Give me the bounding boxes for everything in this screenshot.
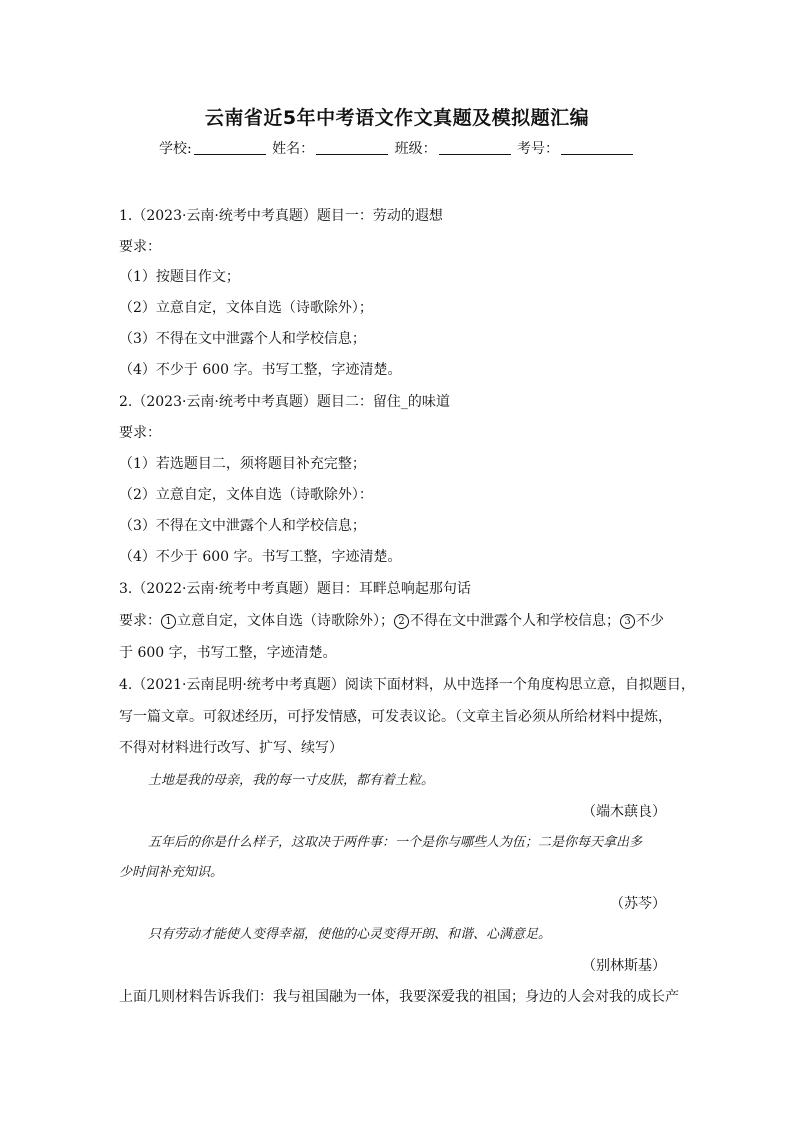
q4-summary-line: 上面几则材料告诉我们：我与祖国融为一体，我要深爱我的祖国；身边的人会对我的成长产: [119, 989, 679, 1005]
q4-line-3: 不得对材料进行改写、扩写、续写）: [119, 740, 343, 756]
number-blank[interactable]: [561, 140, 633, 155]
material-source-1: （端木蕻良）: [582, 804, 666, 820]
q4-line-1: 4.（2021·云南昆明·统考中考真题）阅读下面材料，从中选择一个角度构思立意，自拟题目，: [119, 677, 695, 693]
school-label: 学校:: [158, 141, 192, 157]
q1-item-1: （1）按题目作文；: [119, 269, 240, 285]
circled-number-3: 3: [620, 614, 635, 629]
class-blank[interactable]: [439, 140, 511, 155]
q3-req-part-3: 不少: [636, 613, 664, 629]
material-quote-2-line-1: 五年后的你是什么样子，这取决于两件事：一个是你与哪些人为伍；二是你每天拿出多: [148, 835, 643, 850]
q1-heading: 1.（2023·云南·统考中考真题）题目一：劳动的遐想: [119, 208, 443, 224]
circled-number-1: 1: [161, 614, 176, 629]
q1-requirements-label: 要求：: [119, 239, 161, 255]
name-blank[interactable]: [316, 140, 388, 155]
q1-item-4: （4）不少于 600 字。书写工整，字迹清楚。: [119, 362, 402, 378]
q3-requirements-line-2: 于 600 字，书写工整，字迹清楚。: [119, 645, 337, 661]
q3-req-part-2: 不得在文中泄露个人和学校信息；: [410, 613, 620, 629]
circled-number-2: 2: [394, 614, 409, 629]
material-source-3: （别林斯基）: [582, 958, 666, 974]
q1-item-3: （3）不得在文中泄露个人和学校信息；: [119, 331, 366, 347]
material-source-2: （苏芩）: [610, 896, 666, 912]
number-label: 考号：: [517, 141, 560, 157]
q2-item-2: （2）立意自定，文体自选（诗歌除外）：: [119, 487, 373, 503]
q3-heading: 3.（2022·云南·统考中考真题）题目：耳畔总响起那句话: [119, 581, 471, 597]
q1-item-2: （2）立意自定，文体自选（诗歌除外）；: [119, 300, 373, 316]
class-label: 班级：: [394, 141, 437, 157]
material-quote-1: 土地是我的母亲，我的每一寸皮肤，都有着土粒。: [148, 773, 435, 788]
q3-requirements: [119, 612, 664, 630]
q2-item-4: （4）不少于 600 字。书写工整，字迹清楚。: [119, 549, 402, 565]
q3-req-prefix: 要求：: [119, 613, 161, 629]
q3-req-part-1: 立意自定，文体自选（诗歌除外）；: [177, 613, 394, 629]
school-blank[interactable]: [194, 140, 266, 155]
page-title: 云南省近5年中考语文作文真题及模拟题汇编: [204, 107, 590, 129]
material-quote-2-line-2: 少时间补充知识。: [119, 865, 224, 880]
material-quote-3: 只有劳动才能使人变得幸福，使他的心灵变得开朗、和谐、心满意足。: [148, 927, 552, 942]
q2-item-3: （3）不得在文中泄露个人和学校信息；: [119, 518, 366, 534]
student-info-row: [0, 138, 794, 158]
name-label: 姓名：: [272, 141, 315, 157]
q2-item-1: （1）若选题目二，须将题目补充完整；: [119, 456, 366, 472]
q2-requirements-label: 要求：: [119, 425, 161, 441]
q4-line-2: 写一篇文章。可叙述经历，可抒发情感，可发表议论。（文章主旨必须从所给材料中提炼，: [119, 709, 672, 725]
q2-heading: 2.（2023·云南·统考中考真题）题目二：留住_的味道: [119, 394, 450, 410]
